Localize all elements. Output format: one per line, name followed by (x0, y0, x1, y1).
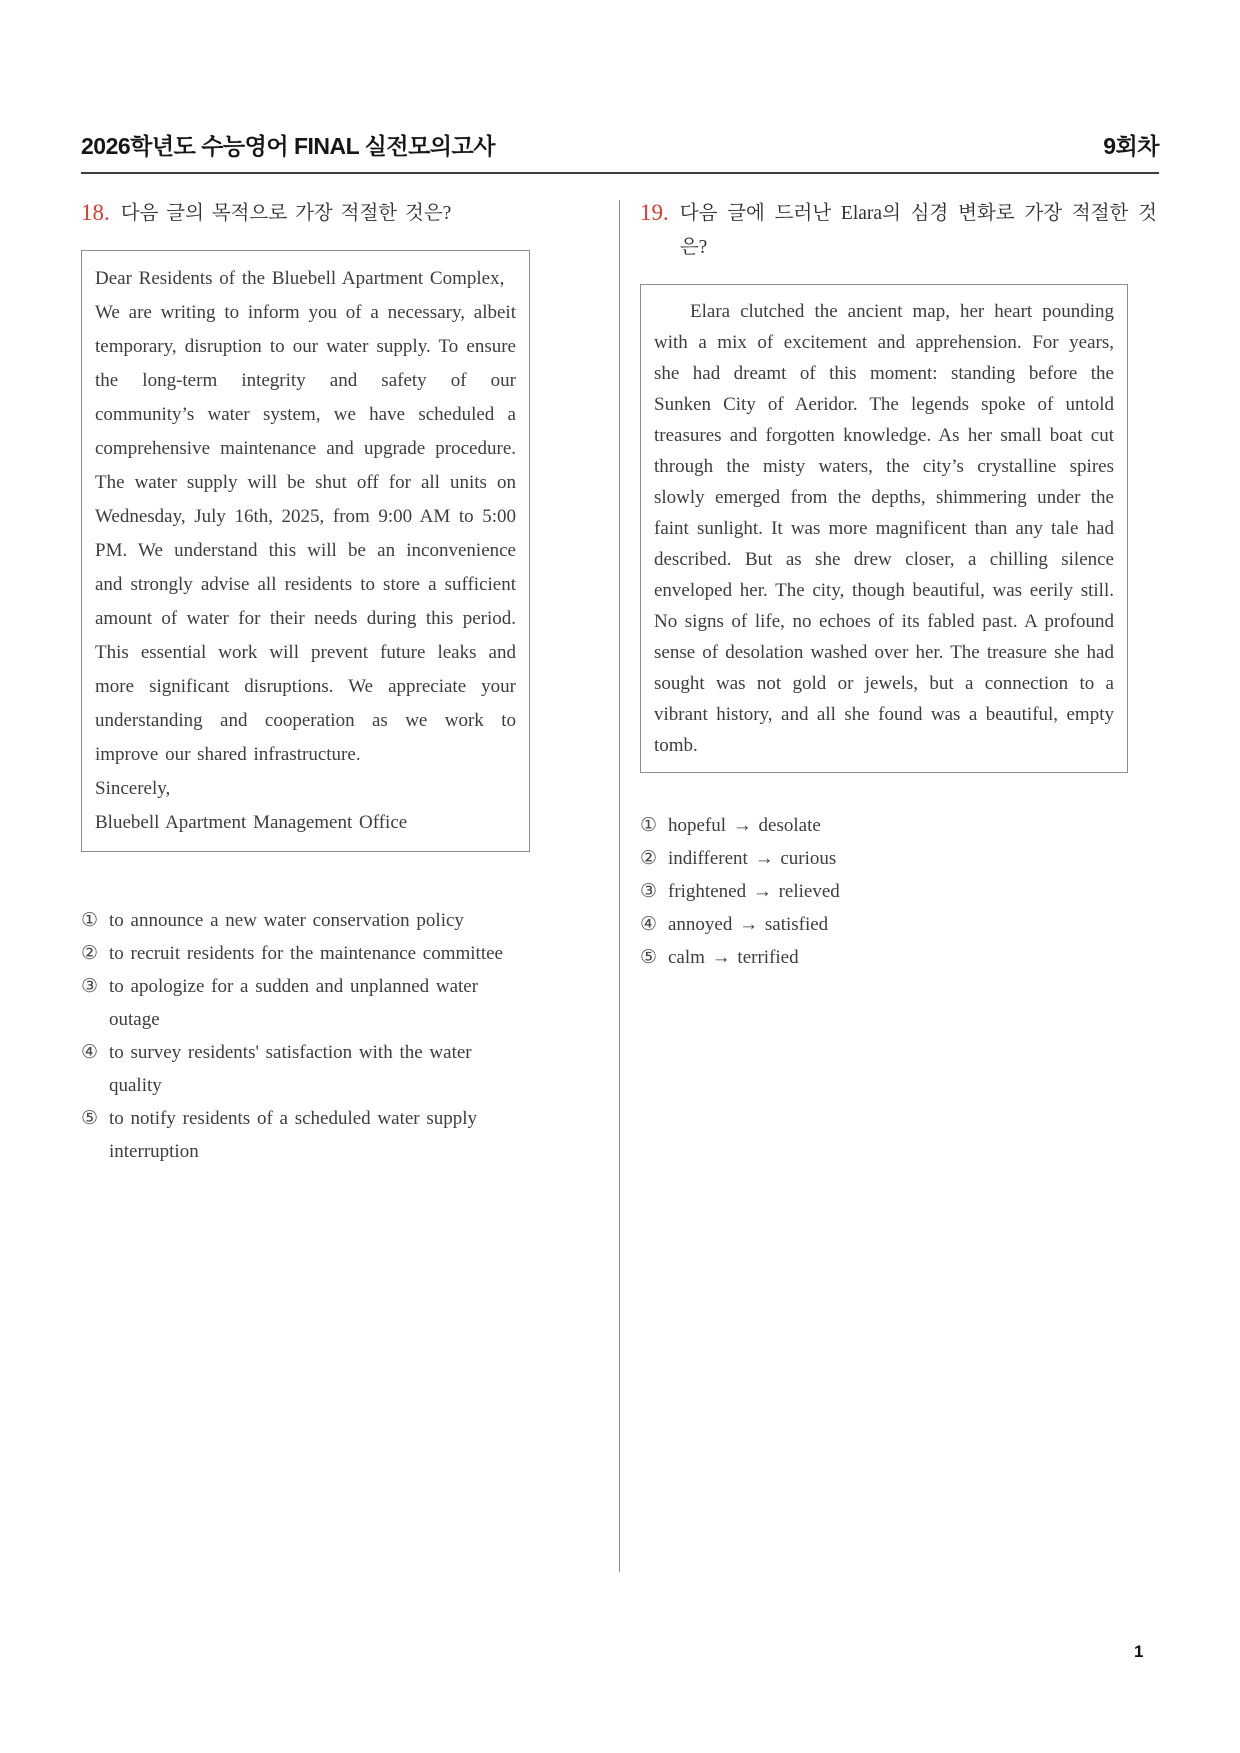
option-marker: ③ (640, 881, 658, 902)
option-19-3 (640, 875, 1157, 908)
question-18-passage-box (81, 250, 530, 852)
passage-body: Elara clutched the ancient map, her heart pounding with a mix of excitement and apprehension. For years, she had dreamt of this moment: standing before the Sunken City of Aeridor. The legends spoke of untold treasures and forgotten knowledge. As her small boat cut through the misty waters, the city’s crystalline spires slowly emerged from the depths, shimmering under the faint sunlight. It was more magnificent than any tale had described. But as she drew closer, a chilling silence enveloped her. The city, though beautiful, was eerily still. No signs of life, no echoes of its fabled past. A profound sense of desolation washed over her. The treasure she had sought was not gold or jewels, but a connection to a vibrant history, and all she found was a beautiful, empty tomb. (654, 301, 1114, 756)
option-text: hopeful → desolate (668, 815, 821, 836)
passage-body: We are writing to inform you of a necessary, albeit temporary, disruption to our water supply. To ensure the long-term integrity and safety of our community’s water system, we have scheduled a comprehensive maintenance and upgrade procedure. The water supply will be shut off for all units on Wednesday, July 16th, 2025, from 9:00 AM to 5:00 PM. We understand this will be an inconvenience and strongly advise all residents to store a sufficient amount of water for their needs during this period. This essential work will prevent future leaks and more significant disruptions. We appreciate your understanding and cooperation as we work to improve our shared infrastructure. (95, 302, 516, 765)
question-19-heading (640, 197, 1157, 265)
option-19-1 (640, 809, 1157, 842)
header-rule (81, 172, 1159, 174)
option-marker: ④ (81, 1042, 99, 1063)
option-18-1 (81, 904, 531, 937)
option-18-4 (81, 1036, 531, 1102)
page-header (81, 128, 1159, 160)
option-marker: ② (81, 943, 99, 964)
option-marker: ⑤ (640, 947, 658, 968)
question-18-heading (81, 197, 531, 231)
question-18-prompt: 다음 글의 목적으로 가장 적절한 것은? (120, 203, 452, 224)
option-text: calm → terrified (668, 947, 799, 968)
option-19-4 (640, 908, 1157, 941)
option-marker: ④ (640, 914, 658, 935)
question-18-number: 18. (81, 200, 110, 225)
option-marker: ③ (81, 976, 99, 997)
option-marker: ① (640, 815, 658, 836)
option-18-5 (81, 1102, 531, 1168)
option-18-2 (81, 937, 531, 970)
option-19-5 (640, 941, 1157, 974)
option-text: indifferent → curious (668, 848, 837, 869)
option-marker: ② (640, 848, 658, 869)
option-text: to notify residents of a scheduled water supply interruption (109, 1108, 478, 1162)
exam-title: 2026학년도 수능영어 FINAL 실전모의고사 (81, 133, 495, 159)
option-marker: ① (81, 910, 99, 931)
page-number: 1 (1134, 1642, 1144, 1661)
column-divider (619, 200, 620, 1572)
question-19 (640, 197, 1157, 974)
option-marker: ⑤ (81, 1108, 99, 1129)
option-text: to apologize for a sudden and unplanned water outage (109, 976, 479, 1030)
option-text: to recruit residents for the maintenance committee (109, 943, 503, 964)
question-18-options (81, 904, 531, 1168)
option-text: to announce a new water conservation policy (109, 910, 464, 931)
option-text: annoyed → satisfied (668, 914, 829, 935)
question-18 (81, 197, 531, 1168)
question-19-number: 19. (640, 200, 669, 225)
option-text: frightened → relieved (668, 881, 840, 902)
option-18-3 (81, 970, 531, 1036)
option-text: to survey residents' satisfaction with the water quality (109, 1042, 472, 1096)
passage-closing: Sincerely, (95, 778, 171, 799)
passage-signature: Bluebell Apartment Management Office (95, 812, 408, 833)
question-19-prompt: 다음 글에 드러난 Elara의 심경 변화로 가장 적절한 것은? (679, 203, 1157, 258)
question-19-passage-box (640, 284, 1128, 773)
option-19-2 (640, 842, 1157, 875)
exam-round-badge: 9회차 (1103, 133, 1159, 159)
passage-salutation: Dear Residents of the Bluebell Apartment Complex, (95, 268, 505, 289)
question-19-options (640, 809, 1157, 974)
